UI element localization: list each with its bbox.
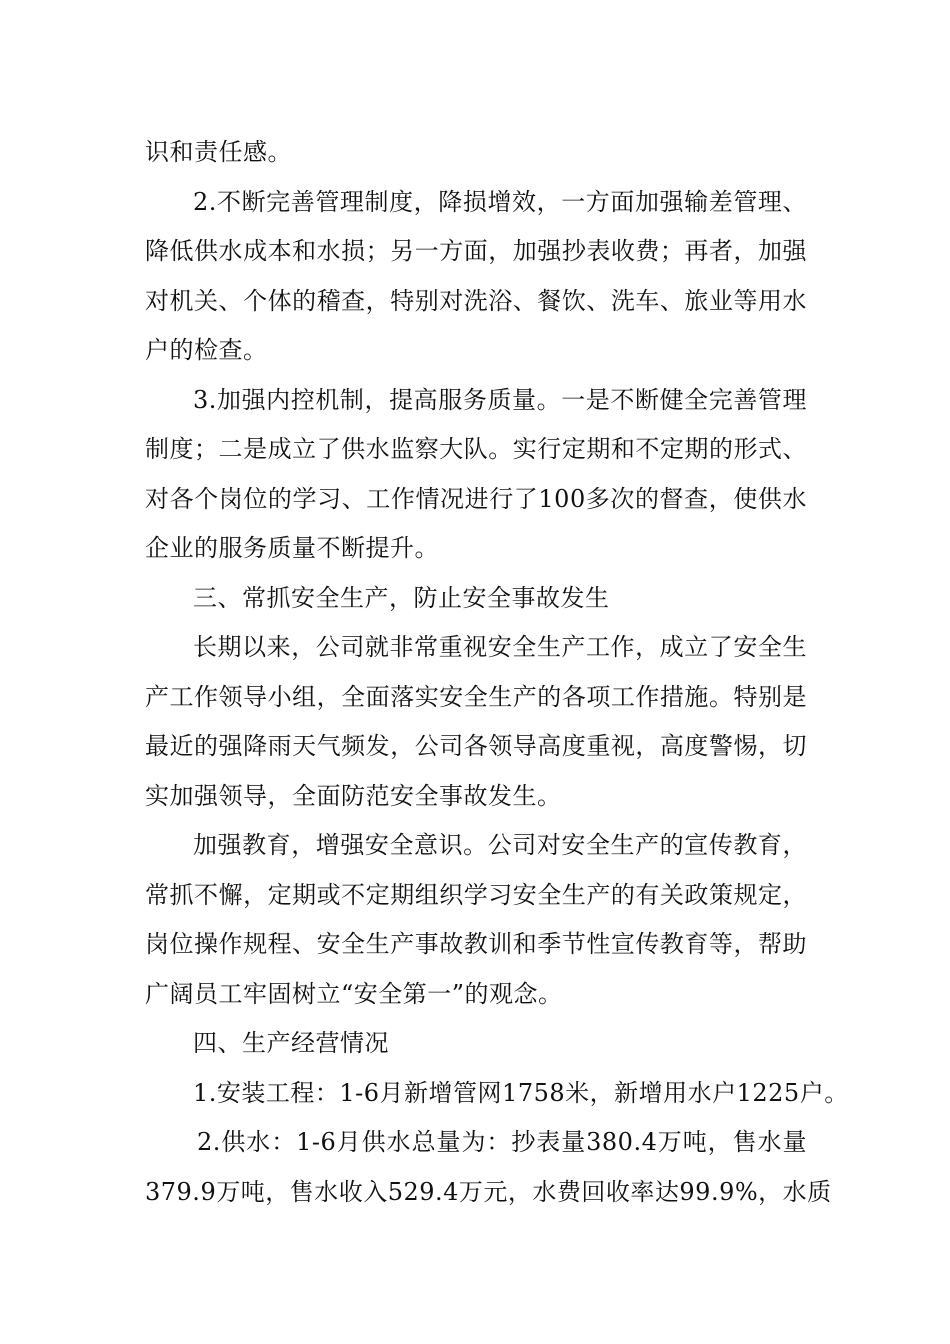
paragraph-line: 加强教育，增强安全意识。公司对安全生产的宣传教育， <box>193 831 807 859</box>
paragraph-line: 降低供水成本和水损；另一方面，加强抄表收费；再者，加强 <box>145 237 807 265</box>
paragraph-line: 企业的服务质量不断提升。 <box>145 534 439 562</box>
document-body <box>145 128 849 1217</box>
paragraph-line: 广阔员工牢固树立“安全第一”的观念。 <box>145 979 563 1008</box>
paragraph-line: 制度；二是成立了供水监察大队。实行定期和不定期的形式、 <box>145 435 807 463</box>
paragraph-line: 产工作领导小组，全面落实安全生产的各项工作措施。特别是 <box>145 682 807 711</box>
paragraph-line: 户的检查。 <box>145 336 268 364</box>
paragraph-line: 1.安装工程：1-6月新增管网1758米，新增用水户1225户。 <box>193 1078 849 1107</box>
paragraph-line: 对各个岗位的学习、工作情况进行了100多次的督查，使供水 <box>145 484 807 513</box>
paragraph-line: 实加强领导，全面防范安全事故发生。 <box>145 781 562 810</box>
paragraph-line: 2.不断完善管理制度，降损增效，一方面加强输差管理、 <box>193 187 807 216</box>
section-heading: 三、常抓安全生产，防止安全事故发生 <box>193 583 610 612</box>
paragraph-line: 3.加强内控机制，提高服务质量。一是不断健全完善管理 <box>193 385 807 414</box>
section-heading: 四、生产经营情况 <box>193 1029 389 1057</box>
paragraph-line: 379.9万吨，售水收入529.4万元，水费回收率达99.9%，水质 <box>145 1177 832 1206</box>
paragraph-line: 岗位操作规程、安全生产事故教训和季节性宣传教育等，帮助 <box>145 930 807 958</box>
paragraph-line: 识和责任感。 <box>145 138 292 166</box>
paragraph-line: 最近的强降雨天气频发，公司各领导高度重视，高度警惕，切 <box>145 732 807 760</box>
paragraph-line: 对机关、个体的稽查，特别对洗浴、餐饮、洗车、旅业等用水 <box>145 286 807 315</box>
paragraph-line: 2.供水：1-6月供水总量为：抄表量380.4万吨，售水量 <box>197 1128 807 1156</box>
paragraph-line: 长期以来，公司就非常重视安全生产工作，成立了安全生 <box>193 633 807 661</box>
paragraph-line: 常抓不懈，定期或不定期组织学习安全生产的有关政策规定， <box>145 880 807 909</box>
